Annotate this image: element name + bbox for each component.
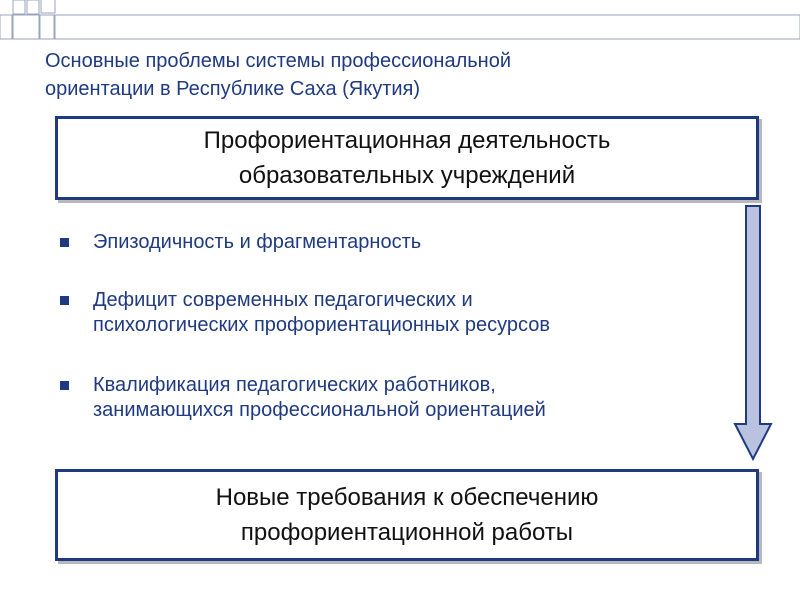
slide-title-line-1: Основные проблемы системы профессиональной	[45, 50, 512, 72]
list-item	[60, 230, 710, 255]
down-arrow-icon	[733, 204, 773, 462]
square-bullet-icon	[60, 238, 69, 247]
list-item-text-line-1: Дефицит современных педагогических и	[93, 289, 473, 311]
list-item-text: Эпизодичность и фрагментарность	[93, 231, 422, 253]
bottom-box	[55, 469, 759, 561]
slide-title	[45, 47, 745, 103]
list-item	[60, 288, 710, 338]
list-item-text-line-2: занимающихся профессиональной ориентацией	[93, 399, 546, 421]
top-box-line-2: образовательных учреждений	[238, 162, 576, 189]
slide-title-line-2: ориентации в Республике Саха (Якутия)	[45, 78, 421, 100]
decorative-squares	[0, 0, 800, 40]
square-bullet-icon	[60, 296, 69, 305]
list-item-text-line-1: Квалификация педагогических работников,	[93, 374, 496, 396]
square-bullet-icon	[60, 381, 69, 390]
bottom-box-line-1: Новые требования к обеспечению	[215, 484, 599, 511]
problem-list	[60, 230, 710, 444]
top-box	[55, 116, 759, 200]
list-item-text-line-2: психологических профориентационных ресурсов	[93, 314, 551, 336]
list-item	[60, 373, 710, 423]
bottom-box-line-2: профориентационной работы	[240, 519, 574, 546]
top-box-line-1: Профориентационная деятельность	[203, 127, 611, 154]
